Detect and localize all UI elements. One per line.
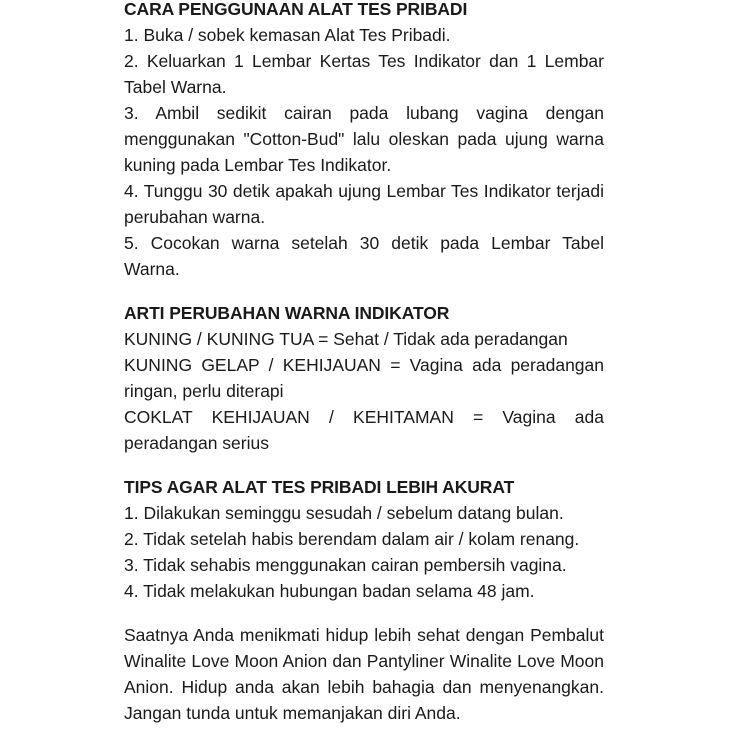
closing-paragraph: Saatnya Anda menikmati hidup lebih sehat dengan Pembalut Winalite Love Moon Anion dan Pantyliner Winalite Love Moon Anion. Hidup anda akan lebih bahagia dan menyenangkan. Jangan tunda untuk memanjakan diri Anda. [124,625,604,723]
usage-step-1: 1. Buka / sobek kemasan Alat Tes Pribadi. [124,25,451,45]
color-meaning-item: COKLAT KEHIJAUAN / KEHITAMAN = Vagina ada peradangan serius [124,407,604,453]
accuracy-tips-section [124,474,604,604]
usage-step-4: 4. Tunggu 30 detik apakah ujung Lembar Tes Indikator terjadi perubahan warna. [124,181,604,227]
color-meaning-item: KUNING GELAP / KEHIJAUAN = Vagina ada peradangan ringan, perlu diterapi [124,355,604,401]
usage-step-5: 5. Cocokan warna setelah 30 detik pada Lembar Tabel Warna. [124,233,604,279]
document-page [124,0,604,726]
usage-step-2: 2. Keluarkan 1 Lembar Kertas Tes Indikator dan 1 Lembar Tabel Warna. [124,51,604,97]
tip-item: 4. Tidak melakukan hubungan badan selama 48 jam. [124,581,535,601]
tip-item: 3. Tidak sehabis menggunakan cairan pembersih vagina. [124,555,567,575]
color-meaning-heading: ARTI PERUBAHAN WARNA INDIKATOR [124,303,450,323]
tip-item: 1. Dilakukan seminggu sesudah / sebelum datang bulan. [124,503,564,523]
color-meaning-section [124,300,604,456]
closing-section [124,622,604,726]
usage-step-3: 3. Ambil sedikit cairan pada lubang vagina dengan menggunakan "Cotton-Bud" lalu oleskan pada ujung warna kuning pada Lembar Tes Indikator. [124,103,604,175]
color-meaning-item: KUNING / KUNING TUA = Sehat / Tidak ada peradangan [124,329,568,349]
tip-item: 2. Tidak setelah habis berendam dalam air / kolam renang. [124,529,580,549]
usage-instructions-heading: CARA PENGGUNAAN ALAT TES PRIBADI [124,0,468,19]
usage-instructions-section [124,0,604,282]
accuracy-tips-heading: TIPS AGAR ALAT TES PRIBADI LEBIH AKURAT [124,477,515,497]
